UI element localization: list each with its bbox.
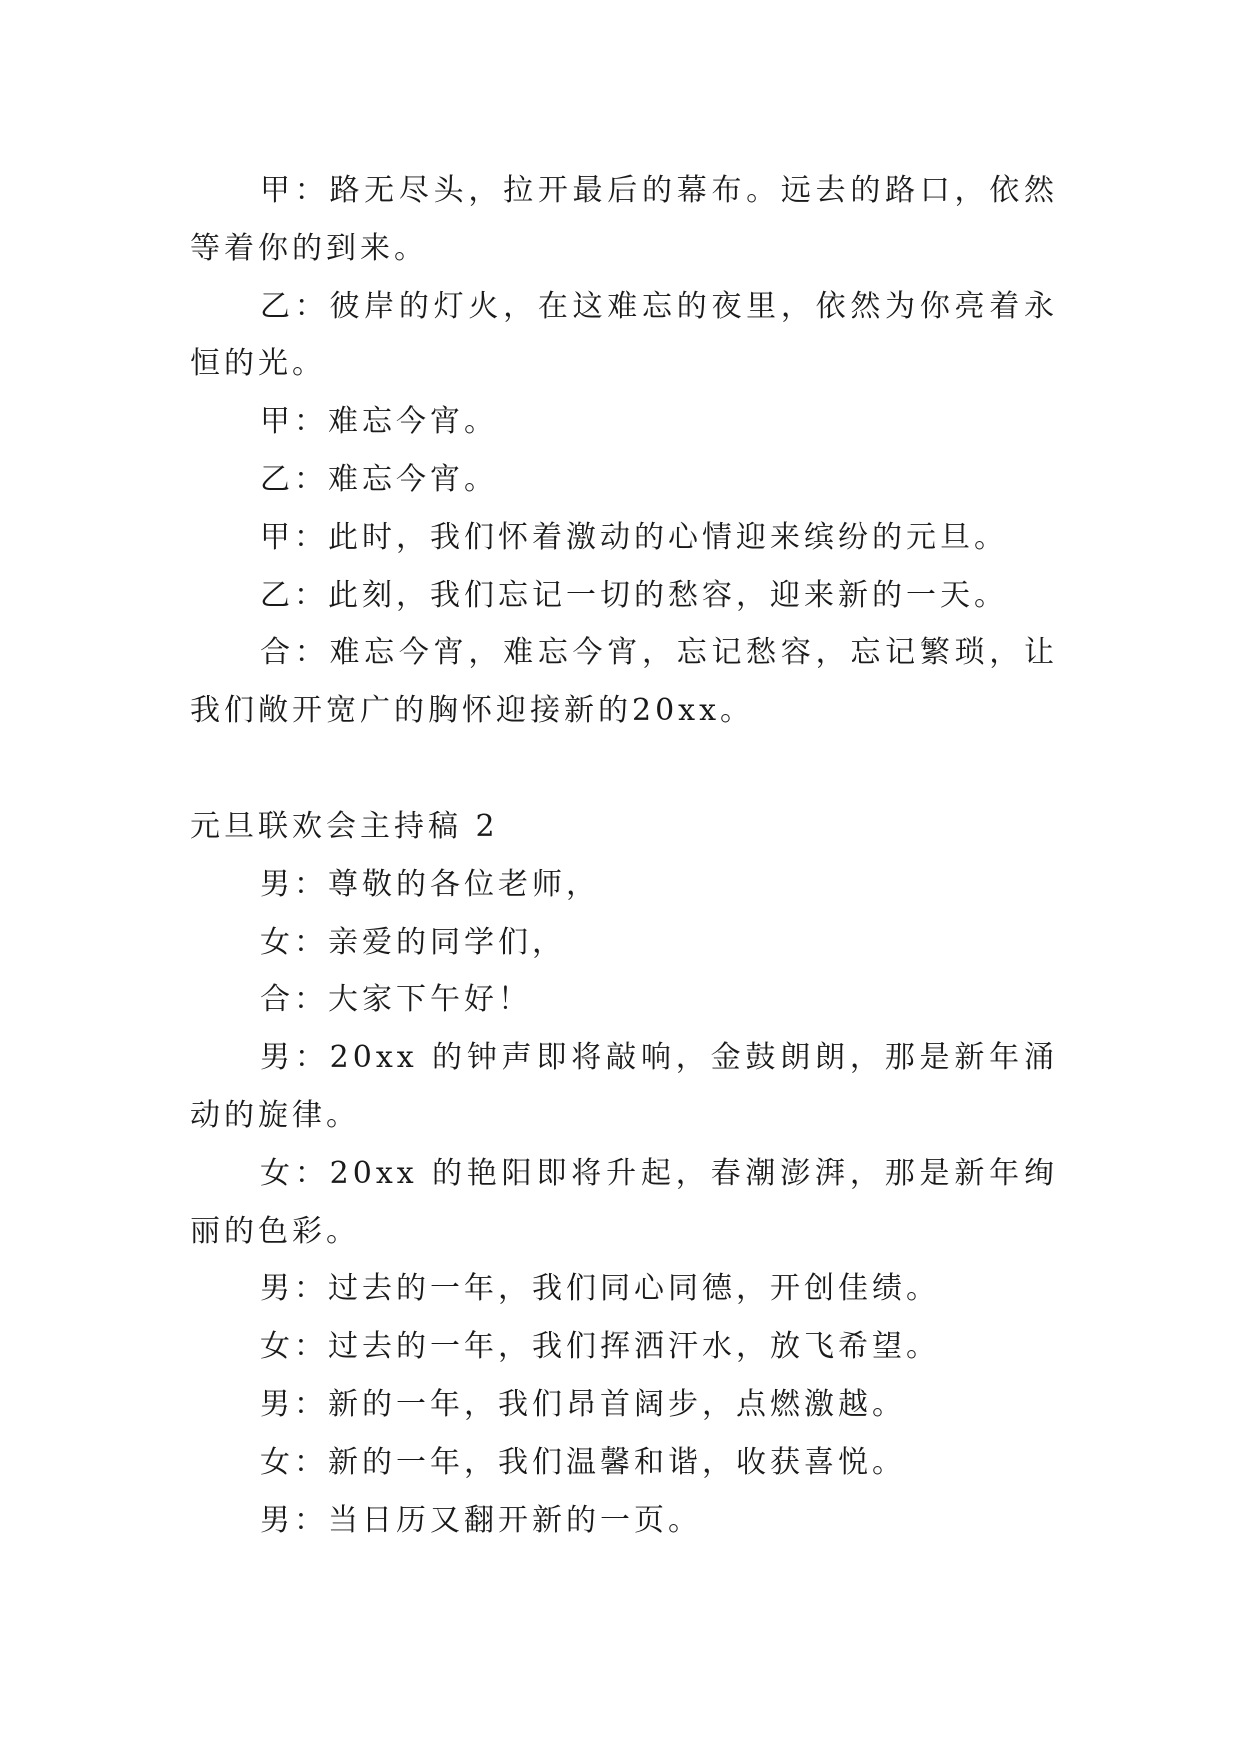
- dialogue-line: 女：新的一年，我们温馨和谐，收获喜悦。: [260, 1444, 906, 1480]
- dialogue-line: 甲：此时，我们怀着激动的心情迎来缤纷的元旦。: [260, 519, 1008, 555]
- dialogue-line: 乙：难忘今宵。: [260, 461, 498, 497]
- dialogue-line: 女：亲爱的同学们，: [260, 924, 566, 960]
- section-title: 元旦联欢会主持稿 2: [190, 808, 499, 844]
- dialogue-line: 合：大家下午好！: [260, 982, 532, 1018]
- dialogue-line: 男：20xx 的钟声即将敲响，金鼓朗朗，那是新年涌动的旋律。: [190, 1040, 1058, 1133]
- dialogue-line: 合：难忘今宵，难忘今宵，忘记愁容，忘记繁琐，让我们敞开宽广的胸怀迎接新的20xx。: [190, 635, 1058, 729]
- dialogue-line: 乙：此刻，我们忘记一切的愁容，迎来新的一天。: [260, 577, 1008, 613]
- dialogue-line: 女：过去的一年，我们挥洒汗水，放飞希望。: [260, 1329, 940, 1365]
- dialogue-line: 甲：路无尽头，拉开最后的幕布。远去的路口，依然等着你的到来。: [190, 173, 1058, 266]
- dialogue-line: 男：新的一年，我们昂首阔步，点燃激越。: [260, 1386, 906, 1422]
- dialogue-line: 男：尊敬的各位老师，: [260, 866, 600, 902]
- dialogue-line: 乙：彼岸的灯火，在这难忘的夜里，依然为你亮着永恒的光。: [190, 288, 1058, 382]
- dialogue-line: 女：20xx 的艳阳即将升起，春潮澎湃，那是新年绚丽的色彩。: [190, 1155, 1058, 1249]
- dialogue-line: 男：当日历又翻开新的一页。: [260, 1502, 702, 1538]
- document-body: [190, 162, 1058, 1549]
- dialogue-line: 甲：难忘今宵。: [260, 404, 498, 440]
- dialogue-line: 男：过去的一年，我们同心同德，开创佳绩。: [260, 1271, 940, 1307]
